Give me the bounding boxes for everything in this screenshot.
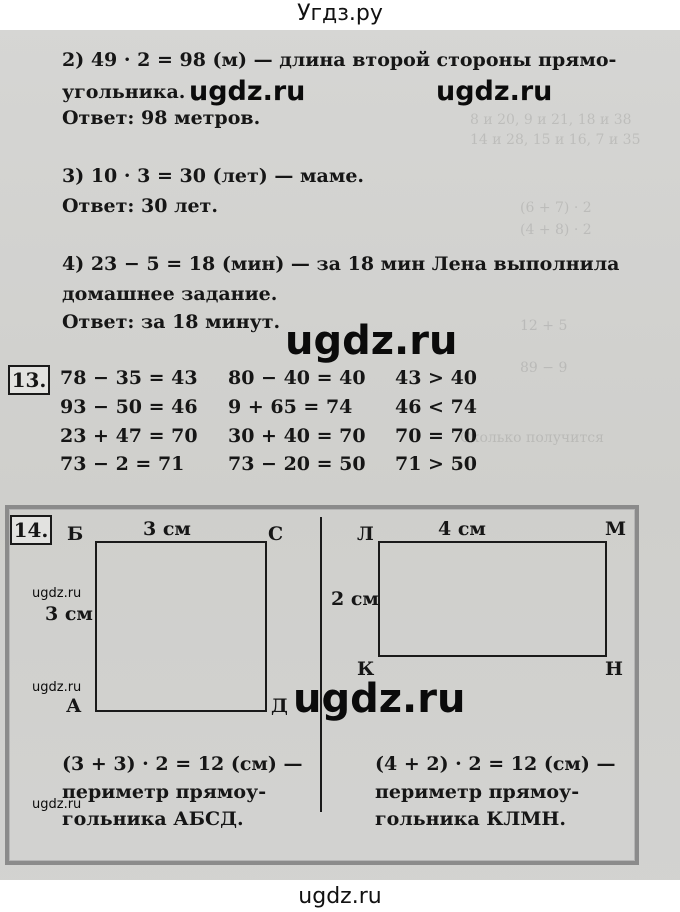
task14-divider [320, 517, 322, 812]
task12-line-2b: угольника. [62, 81, 186, 103]
side-top-label: 3 см [143, 518, 191, 540]
right-formula: (4 + 2) · 2 = 12 (см) — [375, 753, 616, 775]
watermark: ugdz.ru [32, 797, 82, 812]
watermark: ugdz.ru [436, 76, 553, 107]
task13-cell: 46 < 74 [395, 396, 478, 418]
side-left-label: 2 см [331, 588, 379, 610]
task12-answer-2: Ответ: 98 метров. [62, 107, 261, 129]
site-footer[interactable]: ugdz.ru [298, 884, 382, 909]
task13-cell: 93 − 50 = 46 [60, 396, 198, 418]
task12-answer-4: Ответ: за 18 минут. [62, 311, 281, 333]
task13-cell: 9 + 65 = 74 [228, 396, 353, 418]
task12-answer-3: Ответ: 30 лет. [62, 195, 218, 217]
task13-cell: 73 − 20 = 50 [228, 453, 366, 475]
vertex-k-label: К [357, 658, 375, 680]
task13-cell: 80 − 40 = 40 [228, 367, 366, 389]
task13-cell: 78 − 35 = 43 [60, 367, 198, 389]
task12-line-2a: 2) 49 · 2 = 98 (м) — длина второй стороны прямо- [62, 49, 617, 71]
left-desc-1: периметр прямоу- [62, 781, 267, 803]
watermark: ugdz.ru [32, 586, 82, 601]
task13-cell: 70 = 70 [395, 425, 478, 447]
task13-cell: 23 + 47 = 70 [60, 425, 198, 447]
site-title[interactable]: Угдз.ру [297, 1, 383, 26]
vertex-b-label: Б [67, 523, 84, 545]
right-desc-2: гольника КЛМН. [375, 808, 566, 830]
task13-cell: 71 > 50 [395, 453, 478, 475]
textbook-page: Угдз.ру 8 и 20, 9 и 21, 18 и 38 14 и 28, 15 и 16, 7 и 35 (6 + 7) · 2 (4 + 8) · 2 12 + 5 89 − 9 Сколько получится 2) 49 · 2 = 98 (м) — длина второй стороны прямо- угольника. Ответ: 98 метров. 3) 10 · 3 = 30 (лет) — маме. Ответ: 30 лет. 4) 23 − 5 = 18 (мин) — за 18 мин Лена выполнила домашнее задание. Ответ: за 18 минут. ugdz.ru ugdz.ru ugdz.ru 13. 78 − 35 = 43 80 − 40 = 40 43 > 40 93 − 50 = 46 9 + 65 = 74 46 < 74 23 + 47 = 70 30 + 40 = 70 70 = 70 73 − 2 = 71 73 − 20 = 50 71 > 50 14. Б 3 см С 3 см А Д (3 + 3) · 2 = 12 (см) — периметр прямоу- гольника АБСД. Л 4 см М 2 см К Н (4 + 2) · 2 = 12 (см) — периметр прямоу- гольника КЛМН. ugdz.ru ugdz.ru ugdz.ru ugdz.ru ugdz.ru [0, 0, 680, 912]
vertex-c-label: С [268, 523, 284, 545]
task12-line-4b: домашнее задание. [62, 283, 278, 305]
vertex-m-label: М [605, 518, 627, 540]
right-desc-1: периметр прямоу- [375, 781, 580, 803]
rectangle-klmn [378, 541, 607, 657]
watermark: ugdz.ru [293, 676, 466, 722]
watermark: ugdz.ru [285, 318, 458, 364]
task13-number: 13. [8, 365, 50, 395]
watermark: ugdz.ru [32, 680, 82, 695]
side-top-label: 4 см [438, 518, 486, 540]
task13-cell: 73 − 2 = 71 [60, 453, 185, 475]
vertex-n-label: Н [605, 658, 623, 680]
left-formula: (3 + 3) · 2 = 12 (см) — [62, 753, 303, 775]
vertex-a-label: А [66, 695, 82, 717]
vertex-d-label: Д [271, 695, 288, 717]
side-left-label: 3 см [45, 603, 93, 625]
task13-cell: 43 > 40 [395, 367, 478, 389]
task14-number: 14. [10, 515, 52, 545]
left-desc-2: гольника АБСД. [62, 808, 244, 830]
vertex-l-label: Л [357, 523, 374, 545]
task13-cell: 30 + 40 = 70 [228, 425, 366, 447]
task12-line-3a: 3) 10 · 3 = 30 (лет) — маме. [62, 165, 365, 187]
task12-line-4a: 4) 23 − 5 = 18 (мин) — за 18 мин Лена выполнила [62, 253, 620, 275]
square-abcd [95, 541, 267, 712]
watermark: ugdz.ru [189, 76, 306, 107]
